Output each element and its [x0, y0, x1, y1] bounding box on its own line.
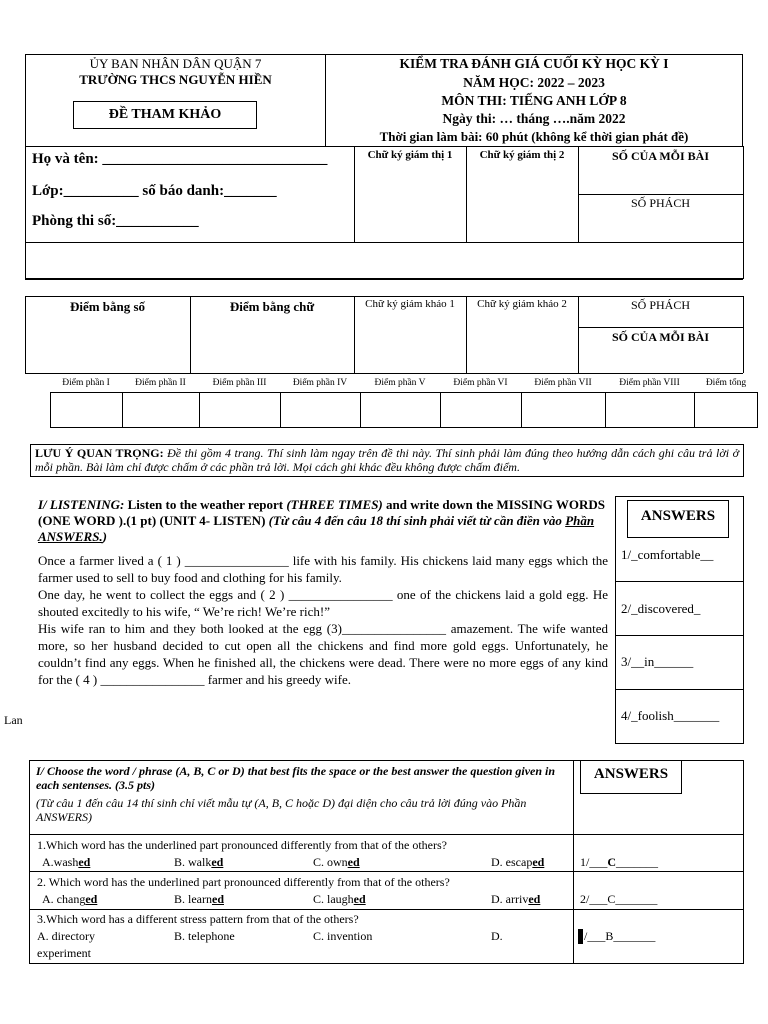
- grading-secret-code: SỐ PHÁCH: [630, 298, 690, 312]
- answer-2[interactable]: 2/___C_______: [580, 892, 658, 906]
- option-c: C. owned: [313, 855, 360, 869]
- divider: [605, 392, 606, 428]
- option-a: A. directory: [37, 929, 95, 943]
- listening-passage: [38, 552, 608, 688]
- listening-instructions: [38, 497, 606, 545]
- section2-heading: I/ Choose the word / phrase (A, B, C or D) that best fits the space or the best answer the question given in each sentenses. (3.5 pts): [36, 764, 556, 792]
- question-1: 1.Which word has the underlined part pronounced differently from that of the others?: [37, 838, 447, 852]
- listening-heading: I/ LISTENING:: [38, 497, 125, 512]
- divider: [578, 194, 743, 195]
- listening-instruction-text: Listen to the weather report: [124, 497, 287, 512]
- listening-answer[interactable]: 2/_discovered_: [621, 601, 701, 616]
- examiner-1-signature: Chữ ký giám khảo 1: [365, 298, 455, 310]
- part-score-header: Điểm phần II: [135, 378, 186, 388]
- passage-paragraph: His wife ran to him and they both looked at the egg (3)________________ amazement. The wife wanted more, so her husband decided to cut open all the chickens and find more gold eggs. Unfortunately, he couldn’t find any eggs. When he finished all, the chickens were dead. There were no more eggs of any kind for the ( 4 ) ________________ farmer and his greedy wife.: [38, 621, 608, 687]
- part-score-header: Điểm phần III: [212, 378, 267, 388]
- stray-text: Lan: [4, 713, 23, 727]
- grading-paper-number: SỐ CỦA MỖI BÀI: [611, 330, 709, 344]
- cut-line: [25, 278, 743, 280]
- paper-number: SỐ CỦA MỖI BÀI: [611, 149, 709, 163]
- listening-times: (THREE TIMES): [286, 497, 383, 512]
- supervisor-2-signature: Chữ ký giám thị 2: [479, 149, 565, 161]
- secret-code: SỐ PHÁCH: [630, 196, 690, 210]
- candidate-name-field[interactable]: Họ và tên: ______________________________: [32, 151, 328, 167]
- divider: [694, 392, 695, 428]
- divider: [25, 242, 743, 243]
- option-b: B. learned: [174, 892, 224, 906]
- divider: [29, 909, 744, 910]
- divider: [25, 296, 743, 297]
- divider: [122, 392, 123, 428]
- part-score-header: Điểm phần I: [62, 378, 110, 388]
- committee-name: ỦY BAN NHÂN DÂN QUẬN 7: [89, 56, 262, 71]
- question-2: 2. Which word has the underlined part pronounced differently from that of the others?: [37, 875, 450, 889]
- listening-instruction-vn: ): [102, 529, 108, 544]
- listening-instruction-vn: (Từ câu 4 đến câu 18 thí sinh phải viết từ cần điền vào: [268, 513, 566, 528]
- option-d-wrap: experiment: [37, 946, 91, 960]
- listening-answer[interactable]: 4/_foolish_______: [621, 708, 720, 723]
- answer-3[interactable]: /___B_______: [584, 929, 656, 943]
- option-b: B. telephone: [174, 929, 235, 943]
- option-d: D. arrived: [491, 892, 541, 906]
- divider: [199, 392, 200, 428]
- passage-paragraph: One day, he went to collect the eggs and ( 2 ) ________________ one of the chickens laid a gold egg. He shouted excitedly to his wife, “ We’re rich! We’re rich!”: [38, 587, 608, 619]
- exam-date: Ngày thi: … tháng ….năm 2022: [442, 111, 626, 126]
- listening-answer[interactable]: 3/__in______: [621, 654, 694, 669]
- notice-label: LƯU Ý QUAN TRỌNG:: [35, 446, 164, 460]
- score-in-words: Điểm bằng chữ: [229, 299, 315, 314]
- part-score-header: Điểm phần VIII: [619, 378, 680, 388]
- divider: [280, 392, 281, 428]
- divider: [25, 373, 743, 374]
- subject: MÔN THI: TIẾNG ANH LỚP 8: [441, 93, 627, 108]
- option-b: B. walked: [174, 855, 224, 869]
- divider: [743, 296, 744, 373]
- reference-label: ĐỀ THAM KHẢO: [73, 101, 257, 129]
- passage-paragraph: Once a farmer lived a ( 1 ) ________________ life with his family. His chickens laid many eggs which the farmer used to sell to buy food and clothing for his family.: [38, 553, 608, 585]
- notice-text: Đề thi gồm 4 trang. Thí sinh làm ngay trên đề thi này. Thí sinh phải làm đúng theo hướng dẫn cách ghi câu trả lời ở mỗi phần. Bài làm chỉ được chấm ở các phần trả lời. Mọi cách ghi khác đều không được chấm điểm.: [35, 446, 739, 474]
- divider: [25, 146, 26, 279]
- important-notice: [30, 444, 744, 477]
- part-score-header: Điểm tổng: [705, 378, 747, 388]
- divider: [440, 392, 441, 428]
- answer-1[interactable]: 1/___C_______: [580, 855, 659, 869]
- listening-instruction-vn: Phần ANSWERS.: [38, 513, 595, 544]
- divider: [521, 392, 522, 428]
- part-score-table: [50, 392, 758, 428]
- divider: [615, 635, 744, 636]
- part-score-header: Điểm phần VI: [453, 378, 508, 388]
- option-a: A.washed: [42, 855, 91, 869]
- divider: [25, 146, 743, 147]
- option-c: C. laughed: [313, 892, 366, 906]
- part-score-header: Điểm phần V: [374, 378, 426, 388]
- exam-duration: Thời gian làm bài: 60 phút (không kể thời gian phát đề): [379, 129, 689, 144]
- school-name: TRƯỜNG THCS NGUYỄN HIỀN: [79, 72, 272, 87]
- divider: [29, 834, 744, 835]
- part-score-header: Điểm phần VII: [534, 378, 592, 388]
- listening-answers-title: ANSWERS: [627, 500, 729, 538]
- divider: [578, 327, 743, 328]
- school-year: NĂM HỌC: 2022 – 2023: [463, 75, 605, 90]
- supervisor-1-signature: Chữ ký giám thị 1: [367, 149, 453, 161]
- score-in-digits: Điểm bằng số: [69, 299, 146, 314]
- option-d: D. escaped: [491, 855, 545, 869]
- listening-answer[interactable]: 1/_comfortable__: [621, 547, 714, 562]
- option-c: C. invention: [313, 929, 373, 943]
- divider: [743, 146, 744, 279]
- section2-note: (Từ câu 1 đến câu 14 thí sinh chỉ viết mẫu tự (A, B, C hoặc D) đại diện cho câu trả lời đúng vào Phần ANSWERS): [36, 796, 527, 824]
- divider: [573, 760, 574, 964]
- option-a: A. changed: [42, 892, 98, 906]
- part-score-header: Điểm phần IV: [292, 378, 348, 388]
- question-3: 3.Which word has a different stress pattern from that of the others?: [37, 912, 359, 926]
- class-and-id-field[interactable]: Lớp:__________ số báo danh:_______: [32, 183, 277, 199]
- option-d: D.: [491, 929, 503, 943]
- exam-room-field[interactable]: Phòng thi số:___________: [32, 213, 199, 229]
- examiner-2-signature: Chữ ký giám khảo 2: [477, 298, 567, 310]
- divider: [615, 689, 744, 690]
- divider: [29, 871, 744, 872]
- listening-instruction-text: and write down the MISSING WORDS (ONE WORD ).(1 pt) (UNIT 4- LISTEN): [38, 497, 606, 528]
- section2-answers-title: ANSWERS: [580, 760, 682, 794]
- exam-title: KIỂM TRA ĐÁNH GIÁ CUỐI KỲ HỌC KỲ I: [399, 56, 669, 71]
- divider: [360, 392, 361, 428]
- cursor-block: [578, 929, 583, 944]
- divider: [615, 581, 744, 582]
